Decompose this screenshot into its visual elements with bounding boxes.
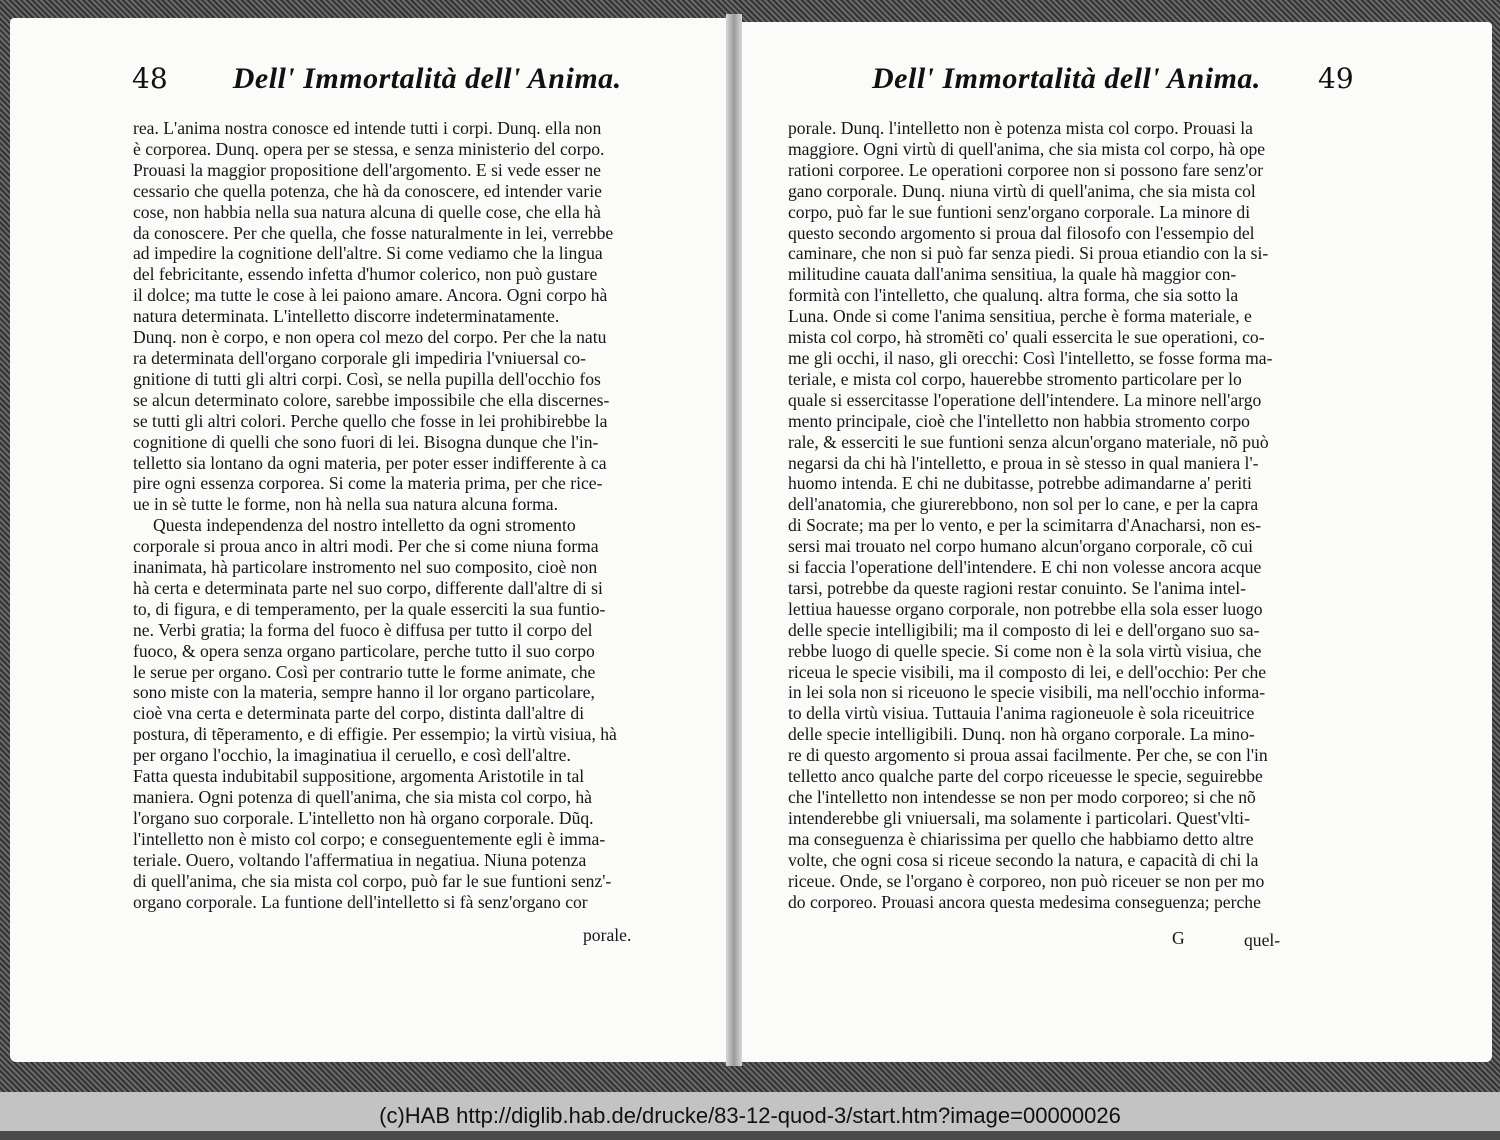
text-line: corpo, può far le sue funtioni senz'organo corporale. La minore di [788,201,1251,222]
text-line: l'intelletto non è misto col corpo; e conseguentemente egli è imma- [133,828,606,849]
text-line: teriale, e mista col corpo, hauerebbe stromento particolare per lo [788,368,1242,389]
left-body-text [133,118,617,912]
text-line: se tutti gli altri colori. Perche quello che fosse in lei prohibirebbe la [133,410,608,431]
text-line: Questa independenza del nostro intelletto da ogni stromento [153,515,576,536]
left-page-number: 48 [132,62,168,95]
left-running-head [132,62,622,112]
text-line: Luna. Onde si come l'anima sensitiua, perche è forma materiale, e [788,306,1252,327]
text-line: delle specie intelligibili; ma il composto di lei e dell'organo suo sa- [788,619,1260,640]
text-line: Dunq. non è corpo, e non opera col mezo del corpo. Per che la natu [133,327,607,348]
text-line: organo corporale. La funtione dell'intelletto si fà senz'organo cor [133,891,588,912]
right-body-text [788,118,1272,912]
text-line: l'organo suo corporale. L'intelletto non hà organo corporale. Dũq. [133,807,594,828]
text-line: delle specie intelligibili. Dunq. non hà organo corporale. La mino- [788,724,1255,745]
text-line: cognitione di quelli che sono fuori di lei. Bisogna dunque che l'in- [133,431,599,452]
text-line: telletto anco qualche parte del corpo riceuesse le specie, seguirebbe [788,766,1263,787]
text-line: lettiua hauesse organo corporale, non potrebbe ella sola esser luogo [788,598,1263,619]
text-line: rale, & esserciti le sue funtioni senza alcun'organo materiale, nõ può [788,431,1269,452]
text-line: si faccia l'operatione dell'intendere. E chi non volesse ancora acque [788,557,1262,578]
text-line: do corporeo. Prouasi ancora questa medesima conseguenza; perche [788,891,1261,912]
text-line: cose, non habbia nella sua natura alcuna di quelle cose, che ella hà [133,201,601,222]
text-line: di Socrate; ma per lo vento, e per la scimitarra d'Anacharsi, non es- [788,515,1262,536]
text-line: teriale. Ouero, voltando l'affermatiua in negatiua. Niuna potenza [133,849,587,870]
text-line: del febricitante, essendo infetta d'humor colerico, non può gustare [133,264,598,285]
book-gutter [726,14,742,1066]
text-line: rationi corporee. Le operationi corporee non si possono fare senz'or [788,159,1264,180]
text-line: rebbe luogo di quelle specie. Si come non è la sola virtù visiua, che [788,640,1262,661]
right-running-head [872,62,1354,112]
text-line: maniera. Ogni potenza di quell'anima, che sia mista col corpo, hà [133,787,592,807]
text-line: to, di figura, e di temperamento, per la quale esserciti la sua funtio- [133,598,606,619]
text-line: corporale si proua anco in altri modi. Per che si come niuna forma [133,536,599,557]
text-line: gano corporale. Dunq. niuna virtù di quell'anima, che sia mista col [788,180,1256,201]
text-line: maggiore. Ogni virtù di quell'anima, che sia mista col corpo, hà ope [788,138,1266,159]
text-line: gnitione di tutti gli altri corpi. Così, se nella pupilla dell'occhio fos [133,368,601,389]
text-line: in lei sola non si riceuono le specie visibili, ma nell'occhio informa- [788,682,1266,703]
left-running-title: Dell' Immortalità dell' Anima. [232,62,622,95]
text-line: dell'anatomia, che giurerebbono, non sol per lo cane, e per la capra [788,494,1259,515]
text-line: porale. Dunq. l'intelletto non è potenza mista col corpo. Prouasi la [788,118,1253,138]
text-line: questo secondo argomento si proua dal filosofo con l'essempio del [788,222,1255,243]
text-line: Prouasi la maggior propositione dell'argomento. E si vede esser ne [133,159,601,180]
text-line: ne. Verbi gratia; la forma del fuoco è diffusa per tutto il corpo del [133,619,593,640]
text-line: me gli occhi, il naso, gli orecchi: Così l'intelletto, se fosse forma ma- [788,347,1273,368]
text-line: per organo l'occhio, la imaginatiua il ceruello, e così dell'altre. [133,745,571,766]
text-line: hà certa e determinata parte nel suo corpo, differente dall'altre di si [133,577,603,598]
text-line: negarsi da chi hà l'intelletto, e proua in sè stesso in qual maniera l'- [788,452,1259,473]
text-line: sersi mai trouato nel corpo humano alcun'organo corporale, cõ cui [788,536,1254,557]
text-line: è corporea. Dunq. opera per se stessa, e senza ministerio del corpo. [133,138,605,159]
text-line: formità con l'intelletto, che qualunq. altra forma, che sia sotto la [788,285,1239,306]
text-line: se alcun determinato colore, sarebbe impossibile che ella discernes- [133,389,610,410]
text-line: fuoco, & opera senza organo particolare, perche tutto il suo corpo [133,640,595,661]
text-line: pire ogni essenza corporea. Si come la materia prima, per che rice- [133,473,603,494]
right-signature-mark: G [1172,928,1185,948]
right-running-title: Dell' Immortalità dell' Anima. [872,62,1261,95]
text-line: quale si essercitasse l'operatione dell'intendere. La minore nell'argo [788,389,1262,410]
text-line: mista col corpo, hà stromẽti co' quali essercita le sue operationi, co- [788,327,1265,348]
text-line: ma conseguenza è chiarissima per quello che habbiamo detto altre [788,828,1254,849]
text-line: riceua le specie visibili, ma il composto di lei, e dell'occhio: Per che [788,661,1267,682]
text-line: riceue. Onde, se l'organo è corporeo, non può riceuer se non per mo [788,870,1265,891]
right-page-number: 49 [1318,62,1354,95]
text-line: ue in sè tutte le forme, non hà nella sua natura alcuna forma. [133,494,559,515]
text-line: telletto sia lontano da ogni materia, per poter esser indifferente à ca [133,452,607,473]
text-line: tarsi, potrebbe da queste ragioni restar conuinto. Se l'anima intel- [788,577,1247,598]
text-line: ra determinata dell'organo corporale gli impediria l'vniuersal co- [133,347,587,368]
text-line: Fatta questa indubitabil suppositione, argomenta Aristotile in tal [133,766,585,787]
text-line: il dolce; ma tutte le cose à lei paiono amare. Ancora. Ogni corpo hà [133,285,608,306]
text-line: rea. L'anima nostra conosce ed intende tutti i corpi. Dunq. ella non [133,118,602,138]
citation-footer: (c)HAB http://diglib.hab.de/drucke/83-12-quod-3/start.htm?image=00000026 [0,1092,1500,1131]
text-line: che l'intelletto non intendesse se non per modo corporeo; si che nõ [788,787,1256,807]
left-catchword: porale. [583,925,632,945]
right-catchword: quel- [1244,930,1281,950]
text-line: intenderebbe gli vniuersali, ma solamente i particolari. Quest'vlti- [788,807,1250,828]
text-line: natura determinata. L'intelletto discorre indeterminatamente. [133,306,560,327]
text-line: caminare, che non si può far senza piedi. Si proua etiandio con la si- [788,243,1269,264]
text-line: militudine cauata dall'anima sensitiua, la quale hà maggior con- [788,264,1237,285]
text-line: inanimata, hà particolare instromento nel suo composito, cioè non [133,557,598,578]
text-line: to della virtù visiua. Tuttauia l'anima ragioneuole è sola riceuitrice [788,703,1255,724]
text-line: cessario che quella potenza, che hà da conoscere, ed intender varie [133,180,602,201]
text-line: da conoscere. Per che quella, che fosse naturalmente in lei, verrebbe [133,222,614,243]
text-line: ad impedire la cognitione dell'altre. Si come vediamo che la lingua [133,243,603,264]
text-line: volte, che ogni cosa si riceue secondo la natura, e capacità di chi la [788,849,1259,870]
text-line: postura, di tẽperamento, e di effigie. Per essempio; la virtù visiua, hà [133,724,617,745]
text-line: re di questo argomento si proua assai facilmente. Per che, se con l'in [788,745,1268,766]
text-line: sono miste con la materia, sempre hanno il lor organo particolare, [133,682,595,703]
text-line: huomo intenda. E chi ne dubitasse, potrebbe adimandarne a' periti [788,473,1252,494]
text-line: di quell'anima, che sia mista col corpo, può far le sue funtioni senz'- [133,870,612,891]
text-line: mento principale, cioè che l'intelletto non habbia stromento corpo [788,410,1250,431]
text-line: cioè vna certa e determinata parte del corpo, distinta dall'altre di [133,703,585,724]
text-line: le serue per organo. Così per contrario tutte le forme animate, che [133,661,596,682]
